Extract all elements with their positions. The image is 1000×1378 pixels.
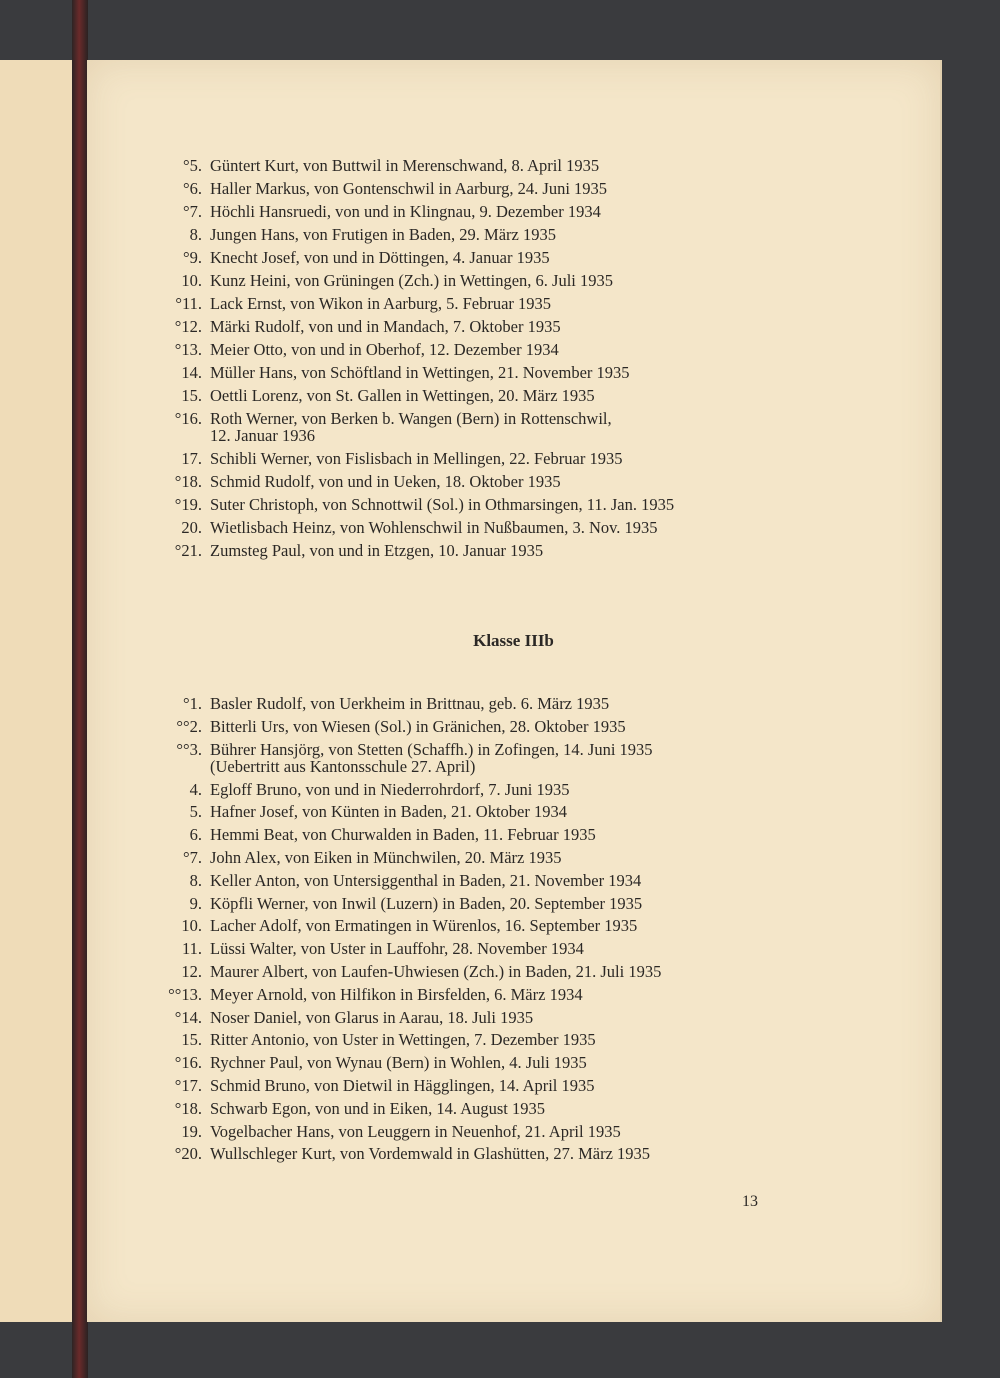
- entry-number: °°3.: [176, 739, 202, 759]
- entry-text: Oettli Lorenz, von St. Gallen in Wettingen, 20. März 1935: [210, 386, 595, 405]
- entry-number: °7.: [183, 202, 202, 221]
- entry-number: °18.: [174, 1098, 202, 1118]
- entry-number: 8.: [189, 225, 202, 244]
- entry-continuation: 12. Januar 1936: [210, 426, 315, 445]
- entry-text: Wietlisbach Heinz, von Wohlenschwil in Nußbaumen, 3. Nov. 1935: [210, 518, 658, 537]
- entry-number: °19.: [174, 495, 202, 514]
- entry-text: John Alex, von Eiken in Münchwilen, 20. März 1935: [210, 848, 562, 867]
- entry-text: Lacher Adolf, von Ermatingen in Würenlos, 16. September 1935: [210, 916, 638, 936]
- entry-number: 15.: [181, 386, 202, 405]
- entry-number: 4.: [189, 779, 202, 799]
- entry-text: Güntert Kurt, von Buttwil in Merenschwand, 8. April 1935: [210, 156, 600, 175]
- entry-text: Keller Anton, von Untersiggenthal in Baden, 21. November 1934: [210, 870, 642, 890]
- entry-text: Haller Markus, von Gontenschwil in Aarburg, 24. Juni 1935: [210, 179, 608, 198]
- entry-number: °7.: [183, 848, 202, 867]
- entry-text: Kunz Heini, von Grüningen (Zch.) in Wettingen, 6. Juli 1935: [210, 271, 614, 290]
- entry-number: 11.: [181, 939, 202, 959]
- entry-number: °16.: [174, 1053, 202, 1073]
- entry-number: °1.: [183, 694, 202, 713]
- entry-text: Schibli Werner, von Fislisbach in Mellingen, 22. Februar 1935: [210, 449, 623, 468]
- entry-text: Schmid Bruno, von Dietwil in Hägglingen, 14. April 1935: [210, 1076, 595, 1095]
- entry-text: Meyer Arnold, von Hilfikon in Birsfelden, 6. März 1934: [210, 984, 583, 1004]
- entry-number: °11.: [175, 294, 202, 313]
- section-heading: Klasse IIIb: [473, 631, 554, 650]
- entry-text: Bührer Hansjörg, von Stetten (Schaffh.) in Zofingen, 14. Juni 1935: [210, 739, 653, 759]
- entry-number: 6.: [189, 825, 202, 845]
- entry-text: Knecht Josef, von und in Döttingen, 4. Januar 1935: [210, 248, 550, 267]
- book-spine: [72, 0, 88, 1378]
- entry-text: Roth Werner, von Berken b. Wangen (Bern) in Rottenschwil,: [210, 409, 612, 428]
- entry-number: °14.: [174, 1007, 202, 1027]
- entry-number: °12.: [174, 317, 202, 336]
- entry-number: °17.: [174, 1076, 202, 1095]
- entry-number: °6.: [183, 179, 202, 198]
- entry-text: Noser Daniel, von Glarus in Aarau, 18. Juli 1935: [210, 1007, 534, 1027]
- entry-text: Zumsteg Paul, von und in Etzgen, 10. Januar 1935: [210, 541, 544, 560]
- entry-text: Ritter Antonio, von Uster in Wettingen, 7. Dezember 1935: [210, 1030, 596, 1050]
- entry-number: °16.: [174, 409, 202, 428]
- entry-number: 19.: [181, 1121, 202, 1141]
- entry-number: °°2.: [176, 716, 202, 736]
- entry-text: Hafner Josef, von Künten in Baden, 21. Oktober 1934: [210, 802, 567, 822]
- entry-continuation: (Uebertritt aus Kantonsschule 27. April): [210, 756, 476, 776]
- entry-text: Hemmi Beat, von Churwalden in Baden, 11. Februar 1935: [210, 825, 596, 845]
- entry-number: 5.: [189, 802, 202, 822]
- entry-number: 12.: [181, 962, 202, 981]
- entry-text: Rychner Paul, von Wynau (Bern) in Wohlen, 4. Juli 1935: [210, 1053, 587, 1073]
- entry-number: 10.: [181, 916, 202, 936]
- entry-text: Köpfli Werner, von Inwil (Luzern) in Baden, 20. September 1935: [210, 893, 643, 913]
- entry-number: °18.: [174, 472, 202, 491]
- entry-text: Schmid Rudolf, von und in Ueken, 18. Oktober 1935: [210, 472, 561, 491]
- entry-text: Lüssi Walter, von Uster in Lauffohr, 28. November 1934: [210, 939, 584, 959]
- entry-number: 10.: [181, 271, 202, 290]
- entry-text: Meier Otto, von und in Oberhof, 12. Dezember 1934: [210, 340, 559, 359]
- entry-number: 8.: [189, 870, 202, 890]
- entry-text: Müller Hans, von Schöftland in Wettingen, 21. November 1935: [210, 363, 630, 382]
- entry-number: 15.: [181, 1030, 202, 1050]
- entry-text: Vogelbacher Hans, von Leuggern in Neuenhof, 21. April 1935: [210, 1121, 621, 1141]
- entry-text: Schwarb Egon, von und in Eiken, 14. August 1935: [210, 1098, 546, 1118]
- entry-text: Lack Ernst, von Wikon in Aarburg, 5. Februar 1935: [210, 294, 552, 313]
- entry-number: °20.: [174, 1144, 202, 1164]
- entry-number: °13.: [174, 340, 202, 359]
- entry-number: 9.: [189, 893, 202, 913]
- page-number: 13: [742, 1193, 758, 1210]
- entry-text: Bitterli Urs, von Wiesen (Sol.) in Gränichen, 28. Oktober 1935: [210, 716, 626, 736]
- entry-text: Höchli Hansruedi, von und in Klingnau, 9. Dezember 1934: [210, 202, 601, 221]
- entry-number: 20.: [181, 518, 202, 537]
- entry-number: °5.: [183, 156, 202, 175]
- entry-text: Egloff Bruno, von und in Niederrohrdorf, 7. Juni 1935: [210, 779, 570, 799]
- entry-number: °°13.: [168, 984, 202, 1004]
- document-page: [87, 60, 942, 1322]
- entry-text: Wullschleger Kurt, von Vordemwald in Glashütten, 27. März 1935: [210, 1144, 651, 1164]
- entry-text: Maurer Albert, von Laufen-Uhwiesen (Zch.) in Baden, 21. Juli 1935: [210, 962, 662, 981]
- entry-text: Märki Rudolf, von und in Mandach, 7. Oktober 1935: [210, 317, 561, 336]
- entry-number: 14.: [181, 363, 202, 382]
- entry-number: °9.: [183, 248, 202, 267]
- entry-text: Basler Rudolf, von Uerkheim in Brittnau, geb. 6. März 1935: [210, 694, 610, 713]
- entry-number: °21.: [174, 541, 202, 560]
- entry-text: Jungen Hans, von Frutigen in Baden, 29. März 1935: [210, 225, 556, 244]
- entry-text: Suter Christoph, von Schnottwil (Sol.) in Othmarsingen, 11. Jan. 1935: [210, 495, 675, 514]
- entry-number: 17.: [181, 449, 202, 468]
